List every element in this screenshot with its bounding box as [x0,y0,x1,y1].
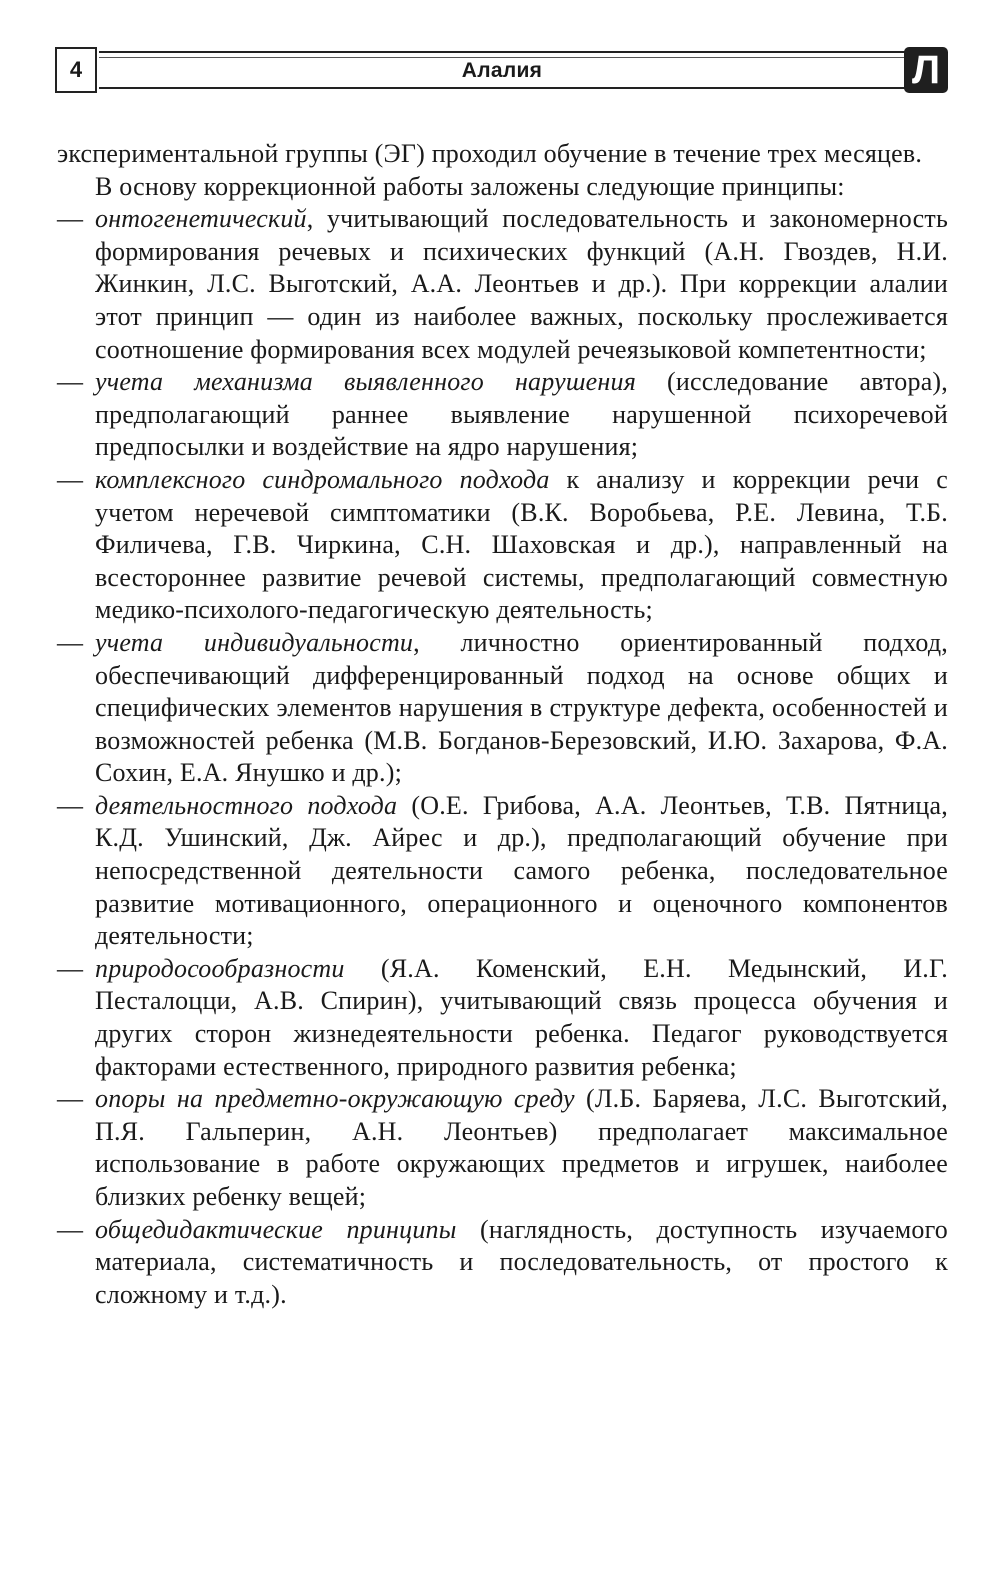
principle-term: учета индивидуальности [95,627,414,657]
principle-term: учета механизма выявленного нарушения [95,367,636,397]
dash-mark: — [57,464,84,494]
principle-text: (наглядность, доступность изучаемого материала, систематичность и последовательность, от простого к сложному и т.д.). [95,1214,948,1309]
principle-term: опоры на предметно-окружающую среду [95,1084,575,1114]
lead-paragraph: В основу коррекционной работы заложены следующие принципы: [95,171,845,201]
continuation-paragraph: экспериментальной группы (ЭГ) проходил обучение в течение трех месяцев. [57,139,923,168]
principles-list [57,203,948,1311]
page-number: 4 [55,47,97,93]
principle-text: (О.Е. Грибова, А.А. Леонтьев, Т.В. Пятница, К.Д. Ушинский, Дж. Айрес и др.), предполагающий обучение при непосредственной деятельности самого ребенка, последовательное развитие мотивационного, операционного и оценочного компонентов деятельности; [95,790,948,951]
body-text [57,138,948,1311]
list-item-ontogenetic [57,203,948,366]
list-item-individuality [57,627,948,790]
principle-term: общедидактические принципы [95,1214,457,1244]
dash-mark: — [57,790,84,820]
principle-text: к анализу и коррекции речи с учетом неречевой симптоматики (В.К. Воробьева, Р.Е. Левина, Т.Б. Филичева, Г.В. Чиркина, С.Н. Шаховская и др.), направленный на всестороннее развитие речевой системы, предполагающий совместную медико-психолого-педагогическую деятельность; [95,464,948,625]
dash-mark: — [57,627,84,657]
list-item-mechanism [57,366,948,464]
dash-mark: — [57,953,84,983]
principle-text: , личностно ориентированный подход, обеспечивающий дифференцированный подход на основе общих и специфических элементов нарушения в структуре дефекта, особенностей и возможностей ребенка (М.В. Богданов-Березовский, И.Ю. Захарова, Ф.А. Сохин, Е.А. Янушко и др.); [95,627,948,788]
principle-term: комплексного синдромального подхода [95,464,550,494]
section-letter-badge: Л [904,47,948,93]
list-item-activity [57,790,948,953]
running-title: Алалия [461,59,543,82]
principle-term: природосообразности [95,953,345,983]
dash-mark: — [57,1214,84,1244]
dash-mark: — [57,1084,84,1114]
dash-mark: — [57,367,84,397]
principle-text: (Я.А. Коменский, Е.Н. Медынский, И.Г. Песталоцци, А.В. Спирин), учитывающий связь процесса обучения и других сторон жизнедеятельности ребенка. Педагог руководствуется факторами естественного, природного развития ребенка; [95,953,948,1081]
principle-term: онтогенетический [95,204,307,234]
list-item-environment [57,1083,948,1213]
principle-text: (Л.Б. Баряева, Л.С. Выготский, П.Я. Гальперин, А.Н. Леонтьев) предполагает максимальное использование в работе окружающих предметов и игрушек, наиболее близких ребенку вещей; [95,1084,948,1211]
list-item-complex-syndromal [57,464,948,627]
principle-term: деятельностного подхода [95,790,398,820]
list-item-nature-conformity [57,953,948,1083]
page-header [55,47,948,95]
dash-mark: — [57,204,84,234]
running-title-bar [99,51,905,89]
principle-text: (исследование автора), предполагающий раннее выявление нарушенной психоречевой предпосылки и воздействие на ядро нарушения; [95,367,948,462]
principle-text: , учитывающий последовательность и закономерность формирования речевых и психических функций (А.Н. Гвоздев, Н.И. Жинкин, Л.С. Выготский, А.А. Леонтьев и др.). При коррекции алалии этот принцип — один из наиболее важных, поскольку прослеживается соотношение формирования всех модулей речеязыковой компетентности; [95,204,948,364]
list-item-general-didactic [57,1214,948,1312]
